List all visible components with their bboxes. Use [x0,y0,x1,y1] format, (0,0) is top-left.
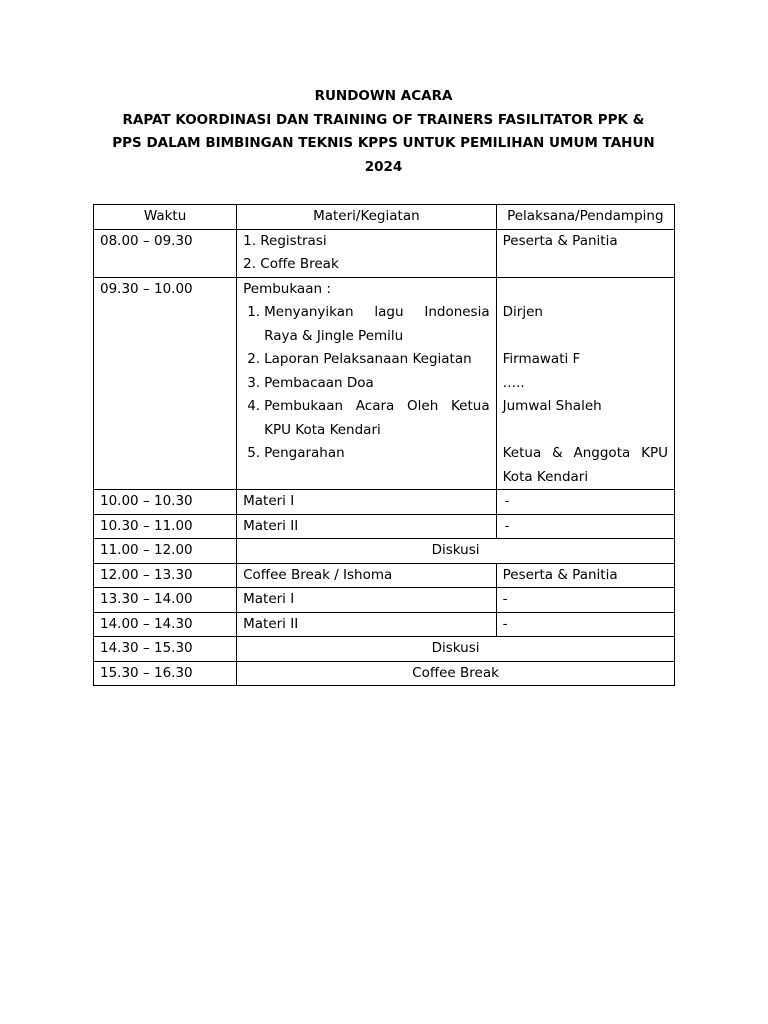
title-line-3: PPS DALAM BIMBINGAN TEKNIS KPPS UNTUK PEMILIHAN UMUM TAHUN [112,135,655,151]
activity-cell: Materi II [237,612,497,637]
activity-cell: Materi I [237,588,497,613]
time-cell: 15.30 – 16.30 [94,661,237,686]
activity-cell-merged: Diskusi [237,539,675,564]
table-row [94,637,675,662]
executor-cell: Peserta & Panitia [496,563,674,588]
activity-cell [237,277,497,490]
activity-cell-merged: Coffee Break [237,661,675,686]
table-row [94,490,675,515]
executor-cell: - [496,490,674,515]
table-row [94,661,675,686]
executor-item: Ketua & Anggota KPU [502,445,668,461]
header-materi: Materi/Kegiatan [237,205,497,230]
table-row [94,277,675,490]
title-line-1: RUNDOWN ACARA [314,88,453,104]
executor-cell: - [496,588,674,613]
executor-item: Jumwal Shaleh [502,398,602,414]
table-row [94,229,675,277]
activity-item: 2. Coffe Break [243,256,339,272]
title-line-2: RAPAT KOORDINASI DAN TRAINING OF TRAINERS FASILITATOR PPK & [122,111,645,128]
activity-cell: Coffee Break / Ishoma [237,563,497,588]
activity-cell-merged: Diskusi [237,637,675,662]
executor-cell: - [496,612,674,637]
executor-cell: Peserta & Panitia [496,229,674,277]
table-row [94,539,675,564]
time-cell: 10.30 – 11.00 [94,514,237,539]
executor-item: Kota Kendari [502,468,589,485]
activity-intro: Pembukaan : [243,280,331,297]
rundown-table [93,204,675,686]
list-item: 2. Laporan Pelaksanaan Kegiatan [247,351,472,367]
time-cell: 13.30 – 14.00 [94,588,237,613]
document-title [93,85,674,179]
activity-cell: Materi II [237,514,497,539]
executor-cell [496,277,674,490]
executor-cell: - [496,514,674,539]
activity-item: 1. Registrasi [243,232,327,249]
header-pelaksana: Pelaksana/Pendamping [496,205,674,230]
time-cell: 14.30 – 15.30 [94,637,237,662]
table-row [94,514,675,539]
executor-item: Dirjen [502,304,543,320]
time-cell: 08.00 – 09.30 [94,229,237,277]
table-row [94,612,675,637]
list-item: 1. Menyanyikan lagu Indonesia Raya & Jingle Pemilu [247,304,490,344]
executor-item: ….. [502,374,525,391]
list-item: 4. Pembukaan Acara Oleh Ketua KPU Kota Kendari [247,398,490,438]
time-cell: 09.30 – 10.00 [94,277,237,490]
table-header-row [94,205,675,230]
time-cell: 10.00 – 10.30 [94,490,237,515]
executor-item: Firmawati F [502,351,581,367]
title-line-4: 2024 [364,158,403,175]
list-item: 5. Pengarahan [247,445,345,461]
time-cell: 12.00 – 13.30 [94,563,237,588]
time-cell: 11.00 – 12.00 [94,539,237,564]
time-cell: 14.00 – 14.30 [94,612,237,637]
activity-cell: Materi I [237,490,497,515]
table-row [94,588,675,613]
activity-cell [237,229,497,277]
table-row [94,563,675,588]
header-waktu: Waktu [94,205,237,230]
list-item: 3. Pembacaan Doa [247,374,374,391]
